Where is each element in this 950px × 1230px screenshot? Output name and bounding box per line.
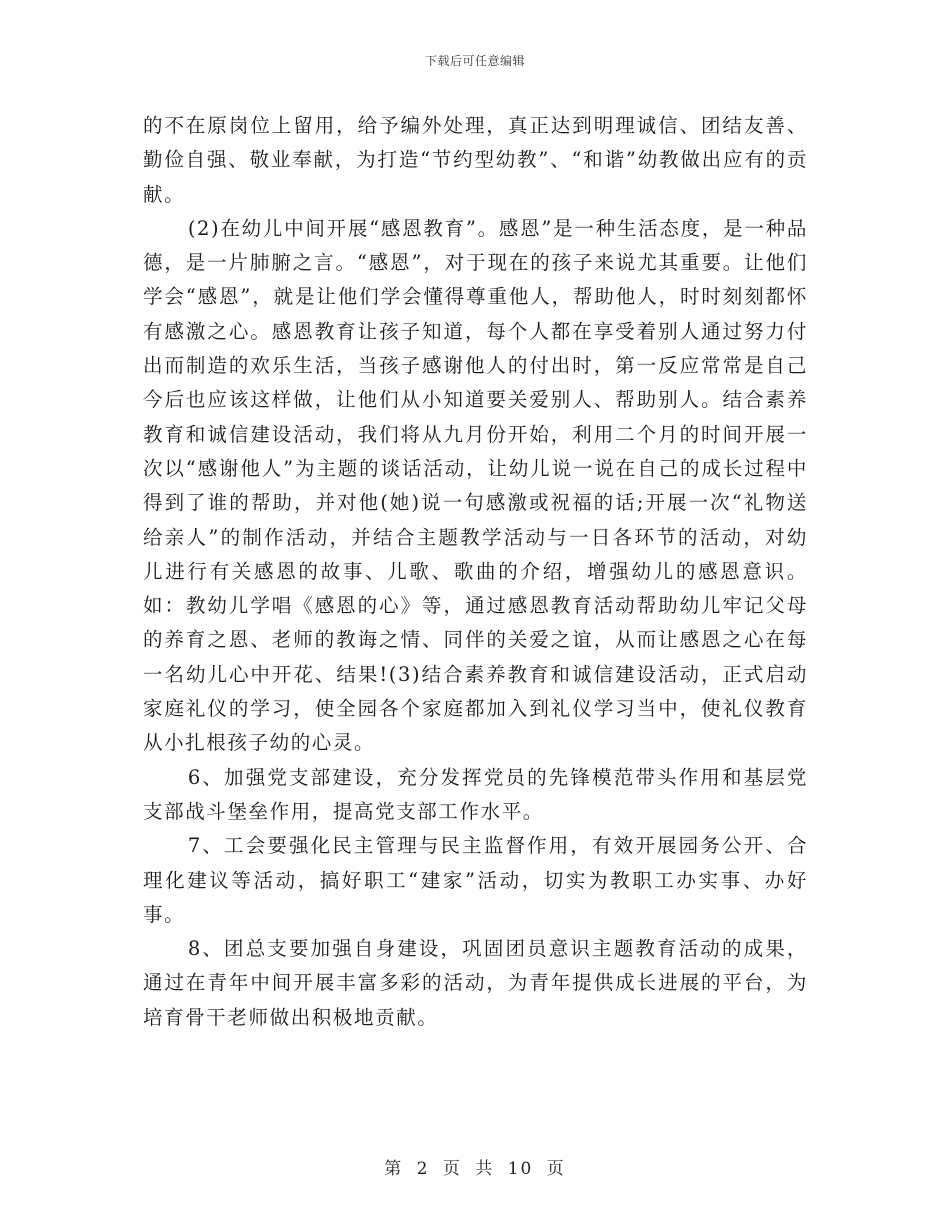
page-header: 下载后可任意编辑 xyxy=(424,54,525,68)
paragraph-gratitude-education: (2)在幼儿中间开展“感恩教育”。感恩”是一种生活态度，是一种品德，是一片肺腑之言。“感恩”，对于现在的孩子来说尤其重要。让他们学会“感恩”，就是让他们学会懂得尊重他人，帮助他人，时时刻刻都怀有感激之心。感恩教育让孩子知道，每个人都在享受着别人通过努力付出而制造的欢乐生活，当孩子感谢他人的付出时，第一反应常常是自己今后也应该这样做，让他们从小知道要关爱别人、帮助别人。结合素养教育和诚信建设活动，我们将从九月份开始，利用二个月的时间开展一次以“感谢他人”为主题的谈话活动，让幼儿说一说在自己的成长过程中得到了谁的帮助，并对他(她)说一句感激或祝福的话;开展一次“礼物送给亲人”的制作活动，并结合主题教学活动与一日各环节的活动，对幼儿进行有关感恩的故事、儿歌、歌曲的介绍，增强幼儿的感恩意识。如：教幼儿学唱《感恩的心》等，通过感恩教育活动帮助幼儿牢记父母的养育之恩、老师的教诲之情、同伴的关爱之谊，从而让感恩之心在每一名幼儿心中开花、结果!(3)结合素养教育和诚信建设活动，正式启动家庭礼仪的学习，使全园各个家庭都加入到礼仪学习当中，使礼仪教育从小扎根孩子幼的心灵。 xyxy=(143,216,808,755)
paragraph-labor-union: 7、工会要强化民主管理与民主监督作用，有效开展园务公开、合理化建议等活动，搞好职工“建家”活动，切实为教职工办实事、办好事。 xyxy=(143,834,808,926)
paragraph-youth-league: 8、团总支要加强自身建设，巩固团员意识主题教育活动的成果，通过在青年中间开展丰富多彩的活动，为青年提供成长进展的平台，为培育骨干老师做出积极地贡献。 xyxy=(143,937,808,1029)
page-number-footer: 第 2 页 共 10 页 xyxy=(384,1159,566,1179)
paragraph-party-branch: 6、加强党支部建设，充分发挥党员的先锋模范带头作用和基层党支部战斗堡垒作用，提高党支部工作水平。 xyxy=(143,765,808,823)
paragraph-continuation: 的不在原岗位上留用，给予编外处理，真正达到明理诚信、团结友善、勤俭自强、敬业奉献，为打造“节约型幼教”、“和谐”幼教做出应有的贡献。 xyxy=(143,114,808,206)
document-body xyxy=(143,109,808,1035)
